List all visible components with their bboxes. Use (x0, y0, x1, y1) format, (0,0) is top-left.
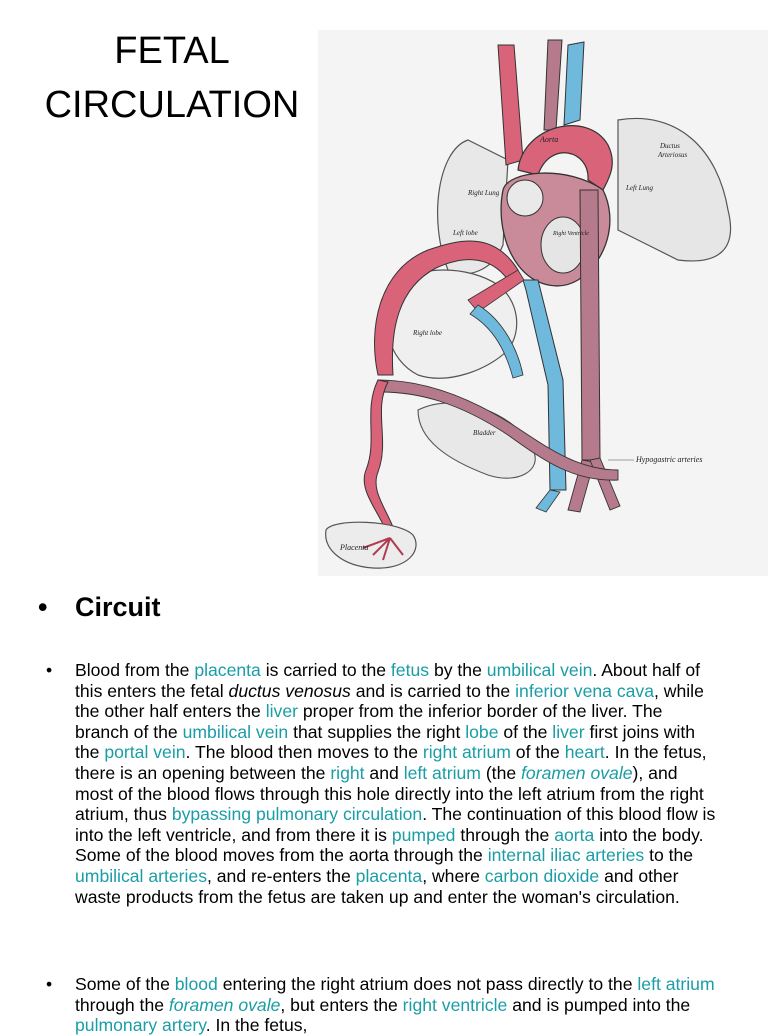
text-segment: into the body. Some of the blood moves from the aorta through the (75, 824, 704, 866)
label-aorta: Aorta (540, 135, 559, 144)
link-liver-2[interactable]: liver (552, 721, 585, 742)
carotid-artery-left (544, 40, 562, 130)
link-foramen-ovale[interactable]: foramen ovale (521, 762, 633, 783)
text-segment: and other waste products from the fetus are taken up and enter the woman's circulation. (75, 865, 680, 907)
link-internal-iliac-arteries[interactable]: internal iliac arteries (487, 845, 645, 866)
text-segment: by the (429, 660, 487, 680)
text-segment: , while the other half enters the (75, 680, 704, 722)
label-ductus: Ductus (660, 142, 680, 150)
text-segment: , where (422, 865, 485, 886)
text-segment: of the (498, 721, 553, 742)
text-segment: (the (480, 762, 522, 783)
label-placenta: Placenta (340, 543, 369, 552)
page-title (22, 24, 322, 132)
link-blood[interactable]: blood (174, 974, 218, 994)
text-segment: that supplies the right (288, 721, 466, 742)
text-segment: . The continuation of this blood flow is into the left ventricle, and from there it is (75, 804, 716, 845)
umbilical-cord (364, 380, 396, 535)
link-fetus[interactable]: fetus (390, 660, 430, 680)
text-segment: is carried to the (260, 660, 391, 680)
link-right[interactable]: right (330, 762, 365, 783)
text-segment: . About half of this enters the fetal (75, 660, 700, 701)
text-segment: and is carried to the (350, 680, 516, 701)
text-segment: , but enters the (280, 994, 403, 1015)
link-carbon-dioxide[interactable]: carbon dioxide (484, 865, 600, 886)
text-segment: . The blood then moves to the (185, 742, 423, 763)
paragraph-1-bullet: • (46, 660, 53, 680)
text-segment: first joins with the (75, 721, 696, 763)
paragraph-1-text (75, 660, 718, 907)
label-right-lobe: Right lobe (413, 329, 442, 337)
text-segment: proper from the inferior border of the liver. The branch of the (75, 701, 663, 742)
text-segment: Some of the (75, 974, 175, 994)
label-arteriosus: Arteriosus (658, 151, 688, 159)
section-bullet-dot: • (38, 592, 48, 622)
text-segment: entering the right atrium does not pass directly to the (217, 974, 638, 994)
link-liver[interactable]: liver (265, 701, 298, 722)
text-segment: to the (644, 845, 694, 866)
fetal-circulation-diagram (318, 30, 768, 576)
link-umbilical-vein[interactable]: umbilical vein (486, 660, 593, 680)
right-iliac-artery (590, 458, 620, 510)
right-atrium (507, 180, 543, 216)
title-line-2: CIRCULATION (44, 84, 300, 126)
link-pulmonary-circulation[interactable]: pulmonary circulation (255, 804, 423, 825)
label-hypogastric: Hypogastric arteries (636, 455, 703, 464)
subclavian-vein (564, 42, 584, 125)
diagram-svg (318, 30, 768, 576)
link-inferior-vena-cava[interactable]: inferior vena cava (515, 680, 654, 701)
link-right-ventricle[interactable]: right ventricle (402, 994, 508, 1015)
left-iliac-vein (536, 490, 560, 512)
text-segment: of the (510, 742, 565, 763)
paragraph-2-bullet: • (46, 974, 53, 994)
text-segment: and (364, 762, 404, 783)
paragraph-1 (46, 660, 718, 907)
paragraph-2 (46, 974, 718, 1036)
link-aorta[interactable]: aorta (554, 824, 595, 845)
text-segment: ), and most of the blood flows through this hole directly into the left atrium from the right atrium, thus (75, 762, 704, 825)
label-right-ventricle: Right Ventricle (553, 231, 589, 237)
link-left-atrium[interactable]: left atrium (403, 762, 481, 783)
term-ductus-venosus: ductus venosus (228, 680, 351, 701)
link-foramen-ovale-2[interactable]: foramen ovale (168, 994, 281, 1015)
link-portal-vein[interactable]: portal vein (104, 742, 186, 763)
label-left-lobe: Left lobe (453, 229, 478, 237)
link-placenta[interactable]: placenta (194, 660, 261, 680)
link-pulmonary-artery[interactable]: pulmonary artery (75, 1015, 206, 1036)
right-ventricle-shape (541, 217, 585, 273)
superior-vena-cava (498, 45, 523, 165)
label-left-lung: Left Lung (626, 184, 654, 192)
link-umbilical-vein-2[interactable]: umbilical vein (182, 721, 289, 742)
link-umbilical-arteries[interactable]: umbilical arteries (75, 865, 207, 886)
label-right-lung: Right Lung (468, 189, 500, 197)
text-segment: Blood from the (75, 660, 195, 680)
text-segment: . In the fetus, there is an opening between the (75, 742, 707, 783)
text-segment: , and re-enters the (207, 865, 356, 886)
text-segment: and is pumped into the (507, 994, 691, 1015)
text-segment: through the (75, 994, 169, 1015)
link-placenta-2[interactable]: placenta (355, 865, 423, 886)
link-right-atrium[interactable]: right atrium (422, 742, 511, 763)
text-segment: . In the fetus, (205, 1015, 308, 1036)
label-bladder: Bladder (473, 429, 496, 437)
text-segment: through the (455, 824, 555, 845)
link-heart[interactable]: heart (564, 742, 605, 763)
link-bypassing[interactable]: bypassing (171, 804, 252, 825)
link-pumped[interactable]: pumped (391, 824, 456, 845)
section-label: Circuit (75, 592, 161, 622)
title-line-1: FETAL (114, 30, 230, 72)
paragraph-2-text (75, 974, 718, 1036)
link-lobe[interactable]: lobe (465, 721, 499, 742)
link-left-atrium-2[interactable]: left atrium (637, 974, 715, 994)
